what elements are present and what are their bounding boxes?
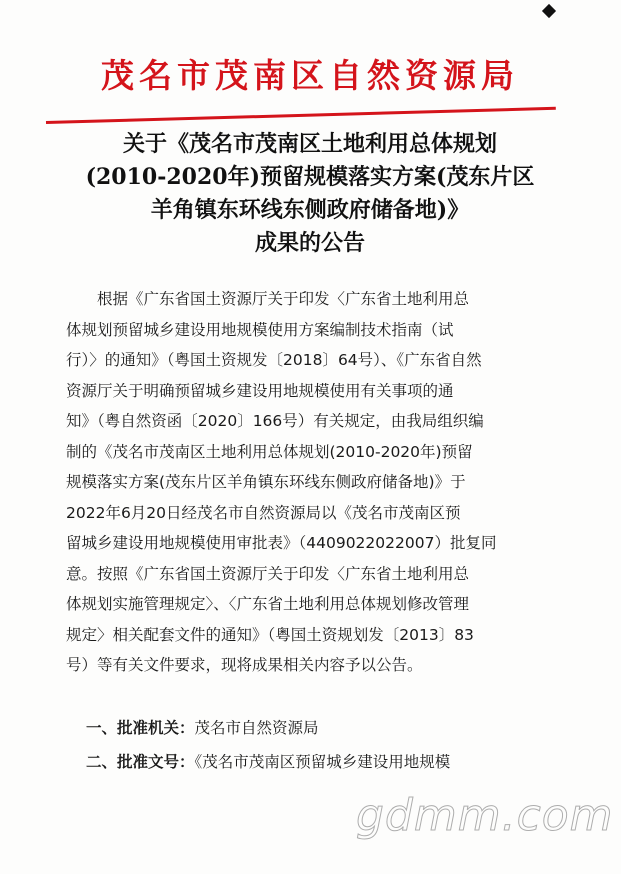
body-line: 行）〉的通知》（粤国土资规发〔2018〕64号）、《广东省自然 <box>66 351 482 369</box>
agency-header: 茂名市茂南区自然资源局 <box>101 56 519 95</box>
announcement-body <box>66 284 506 681</box>
approval-authority <box>86 716 319 738</box>
title-line: (2010-2020年)预留规模落实方案(茂东片区 <box>85 164 535 190</box>
body-line: 2022年6月20日经茂名市自然资源局以《茂名市茂南区预 <box>66 503 461 522</box>
body-line: 资源厅关于明确预留城乡建设用地规模使用有关事项的通 <box>66 381 454 400</box>
approval-document-number <box>86 750 450 772</box>
body-line: 意。按照《广东省国土资源厅关于印发〈广东省土地利用总 <box>66 564 470 583</box>
body-line: 体规划实施管理规定〉、〈广东省土地利用总体规划修改管理 <box>66 595 470 613</box>
body-line: 根据《广东省国土资源厅关于印发〈广东省土地利用总 <box>97 290 470 308</box>
approval-authority-value: 茂名市自然资源局 <box>194 719 319 737</box>
site-watermark: gdmm.com <box>356 790 614 841</box>
approval-authority-label: 一、批准机关： <box>86 719 195 737</box>
red-divider-line <box>46 107 556 124</box>
body-line: 规模落实方案(茂东片区羊角镇东环线东侧政府储备地)》于 <box>66 473 466 491</box>
body-line: 体规划预留城乡建设用地规模使用方案编制技术指南（试 <box>66 320 454 339</box>
title-line: 成果的公告 <box>254 230 365 256</box>
body-line: 知》（粤自然资函〔2020〕166号）有关规定，由我局组织编 <box>66 412 484 430</box>
title-line: 羊角镇东环线东侧政府储备地)》 <box>150 197 470 223</box>
title-line: 关于《茂名市茂南区土地利用总体规划 <box>122 131 497 157</box>
body-line: 制的《茂名市茂南区土地利用总体规划(2010-2020年)预留 <box>66 442 473 461</box>
body-line: 号）等有关文件要求，现将成果相关内容予以公告。 <box>66 656 423 674</box>
body-line: 留城乡建设用地规模使用审批表》（4409022022007）批复同 <box>66 534 497 552</box>
approval-document-number-label: 二、批准文号： <box>86 753 195 771</box>
body-line: 规定〉相关配套文件的通知》（粤国土资规划发〔2013〕83 <box>66 625 474 644</box>
document-title <box>60 128 560 260</box>
approval-document-number-value: 《茂名市茂南区预留城乡建设用地规模 <box>194 753 451 771</box>
corner-mark <box>542 4 556 18</box>
